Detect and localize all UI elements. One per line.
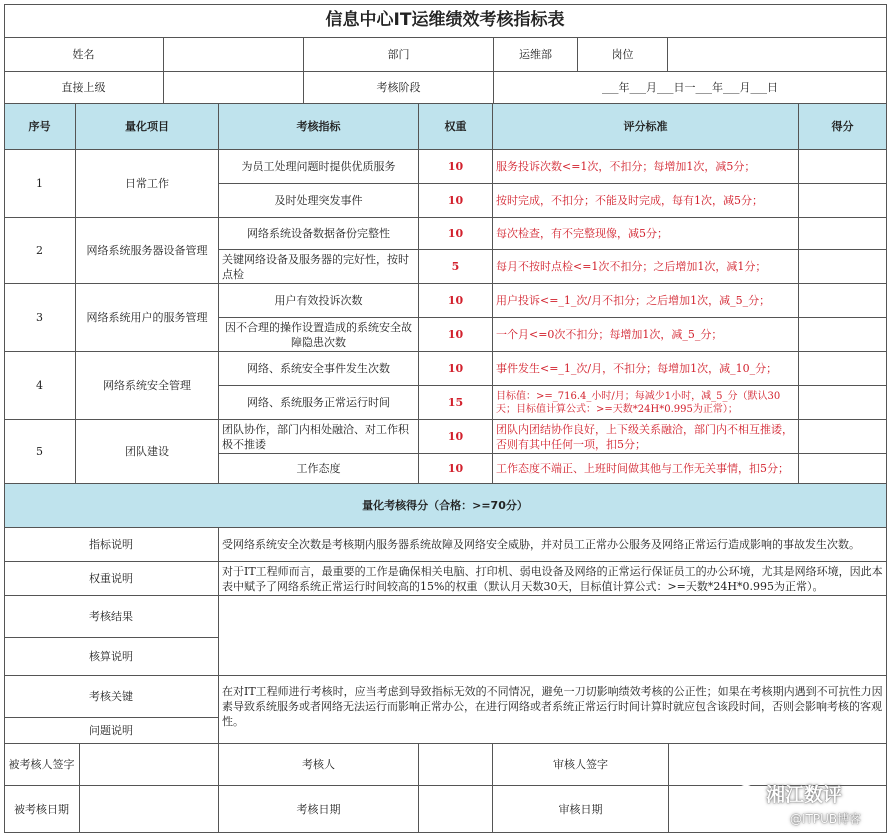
calc-label: 核算说明 bbox=[4, 638, 219, 676]
assess-date-field[interactable] bbox=[419, 786, 493, 833]
header-indicator: 考核指标 bbox=[219, 104, 419, 150]
weight-cell: 10 bbox=[419, 150, 493, 184]
score-cell[interactable] bbox=[799, 318, 887, 352]
assessee-sign-label: 被考核人签字 bbox=[4, 744, 80, 786]
reviewer-sign-label: 审核人签字 bbox=[493, 744, 669, 786]
supervisor-field[interactable] bbox=[164, 72, 304, 104]
group-item: 日常工作 bbox=[76, 150, 219, 218]
supervisor-label: 直接上级 bbox=[4, 72, 164, 104]
assessor-label: 考核人 bbox=[219, 744, 419, 786]
indicator-cell: 网络系统设备数据备份完整性 bbox=[219, 218, 419, 250]
assessee-sign-field[interactable] bbox=[80, 744, 219, 786]
indicator-cell: 网络、系统安全事件发生次数 bbox=[219, 352, 419, 386]
header-criteria: 评分标准 bbox=[493, 104, 799, 150]
assessee-date-label: 被考核日期 bbox=[4, 786, 80, 833]
indicator-cell: 因不合理的操作设置造成的系统安全故障隐患次数 bbox=[219, 318, 419, 352]
name-field[interactable] bbox=[164, 38, 304, 72]
group-seq: 5 bbox=[4, 420, 76, 484]
group-item: 网络系统服务器设备管理 bbox=[76, 218, 219, 284]
group-seq: 2 bbox=[4, 218, 76, 284]
group-seq: 3 bbox=[4, 284, 76, 352]
weight-cell: 10 bbox=[419, 454, 493, 484]
score-cell[interactable] bbox=[799, 420, 887, 454]
page-title: 信息中心IT运维绩效考核指标表 bbox=[4, 4, 887, 38]
header-score: 得分 bbox=[799, 104, 887, 150]
score-cell[interactable] bbox=[799, 218, 887, 250]
criteria-cell: 事件发生<=_1_次/月，不扣分；每增加1次，减_10_分； bbox=[493, 352, 799, 386]
indicator-cell: 及时处理突发事件 bbox=[219, 184, 419, 218]
criteria-cell: 用户投诉<=_1_次/月不扣分；之后增加1次，减_5_分； bbox=[493, 284, 799, 318]
watermark-brand: 湘江数评 bbox=[766, 783, 843, 806]
chat-bubble-icon bbox=[738, 784, 760, 802]
period-value[interactable]: ___年___月___日一___年___月___日 bbox=[494, 72, 887, 104]
name-label: 姓名 bbox=[4, 38, 164, 72]
criteria-cell: 目标值：>=_716.4_小时/月；每减少1小时，减_5_分（默认30天；目标值计算公式：>=天数*24H*0.995为正常）； bbox=[493, 386, 799, 420]
result-label: 考核结果 bbox=[4, 596, 219, 638]
post-field[interactable] bbox=[668, 38, 887, 72]
score-cell[interactable] bbox=[799, 184, 887, 218]
issue-label: 问题说明 bbox=[4, 718, 219, 744]
post-label: 岗位 bbox=[578, 38, 668, 72]
summary-band: 量化考核得分（合格：>=70分） bbox=[4, 484, 887, 528]
watermark-site: @ITPUB博客 bbox=[790, 812, 862, 826]
score-cell[interactable] bbox=[799, 284, 887, 318]
criteria-cell: 服务投诉次数<=1次，不扣分；每增加1次，减5分； bbox=[493, 150, 799, 184]
weight-cell: 10 bbox=[419, 318, 493, 352]
criteria-cell: 按时完成，不扣分；不能及时完成，每有1次，减5分； bbox=[493, 184, 799, 218]
header-weight: 权重 bbox=[419, 104, 493, 150]
criteria-cell: 团队内团结协作良好，上下级关系融洽，部门内不相互推诿，否则有其中任何一项，扣5分； bbox=[493, 420, 799, 454]
key-text: 在对IT工程师进行考核时，应当考虑到导致指标无效的不同情况，避免一刀切影响绩效考核的公正性；如果在考核期内遇到不可抗性力因素导致系统服务或者网络无法运行而影响正常办公，在进行网络或者系统正常运行时间计算时就应包含该段时间，否则会影响考核的客观性。 bbox=[219, 676, 887, 744]
score-cell[interactable] bbox=[799, 352, 887, 386]
criteria-cell: 一个月<=0次不扣分；每增加1次，减_5_分； bbox=[493, 318, 799, 352]
indicator-cell: 关键网络设备及服务器的完好性，按时点检 bbox=[219, 250, 419, 284]
key-label: 考核关键 bbox=[4, 676, 219, 718]
indicator-cell: 网络、系统服务正常运行时间 bbox=[219, 386, 419, 420]
assess-date-label: 考核日期 bbox=[219, 786, 419, 833]
weight-note-label: 权重说明 bbox=[4, 562, 219, 596]
header-seq: 序号 bbox=[4, 104, 76, 150]
header-item: 量化项目 bbox=[76, 104, 219, 150]
review-date-label: 审核日期 bbox=[493, 786, 669, 833]
weight-cell: 10 bbox=[419, 420, 493, 454]
criteria-cell: 每月不按时点检<=1次不扣分；之后增加1次，减1分； bbox=[493, 250, 799, 284]
weight-cell: 10 bbox=[419, 218, 493, 250]
weight-cell: 10 bbox=[419, 184, 493, 218]
score-cell[interactable] bbox=[799, 150, 887, 184]
assessee-date-field[interactable] bbox=[80, 786, 219, 833]
group-item: 团队建设 bbox=[76, 420, 219, 484]
period-label: 考核阶段 bbox=[304, 72, 494, 104]
indicator-note-text: 受网络系统安全次数是考核期内服务器系统故障及网络安全威胁，并对员工正常办公服务及网络正常运行造成影响的事故发生次数。 bbox=[219, 528, 887, 562]
dept-value: 运维部 bbox=[494, 38, 578, 72]
criteria-cell: 每次检查，有不完整现像，减5分； bbox=[493, 218, 799, 250]
score-cell[interactable] bbox=[799, 454, 887, 484]
watermark bbox=[738, 778, 878, 808]
weight-note-text: 对于IT工程师而言，最重要的工作是确保相关电脑、打印机、弱电设备及网络的正常运行保证员工的办公环境，尤其是网络环境，因此本表中赋予了网络系统正常运行时间较高的15%的权重（默认月天数30天，目标值计算公式：>=天数*24H*0.995为正常）。 bbox=[219, 562, 887, 596]
weight-cell: 10 bbox=[419, 284, 493, 318]
dept-label: 部门 bbox=[304, 38, 494, 72]
indicator-cell: 工作态度 bbox=[219, 454, 419, 484]
group-seq: 4 bbox=[4, 352, 76, 420]
indicator-note-label: 指标说明 bbox=[4, 528, 219, 562]
weight-cell: 15 bbox=[419, 386, 493, 420]
score-cell[interactable] bbox=[799, 386, 887, 420]
indicator-cell: 为员工处理问题时提供优质服务 bbox=[219, 150, 419, 184]
weight-cell: 10 bbox=[419, 352, 493, 386]
group-item: 网络系统用户的服务管理 bbox=[76, 284, 219, 352]
group-item: 网络系统安全管理 bbox=[76, 352, 219, 420]
group-seq: 1 bbox=[4, 150, 76, 218]
weight-cell: 5 bbox=[419, 250, 493, 284]
score-cell[interactable] bbox=[799, 250, 887, 284]
criteria-cell: 工作态度不端正、上班时间做其他与工作无关事情，扣5分； bbox=[493, 454, 799, 484]
indicator-cell: 团队协作，部门内相处融洽、对工作积极不推诿 bbox=[219, 420, 419, 454]
assessor-field[interactable] bbox=[419, 744, 493, 786]
result-field[interactable] bbox=[219, 596, 887, 676]
indicator-cell: 用户有效投诉次数 bbox=[219, 284, 419, 318]
